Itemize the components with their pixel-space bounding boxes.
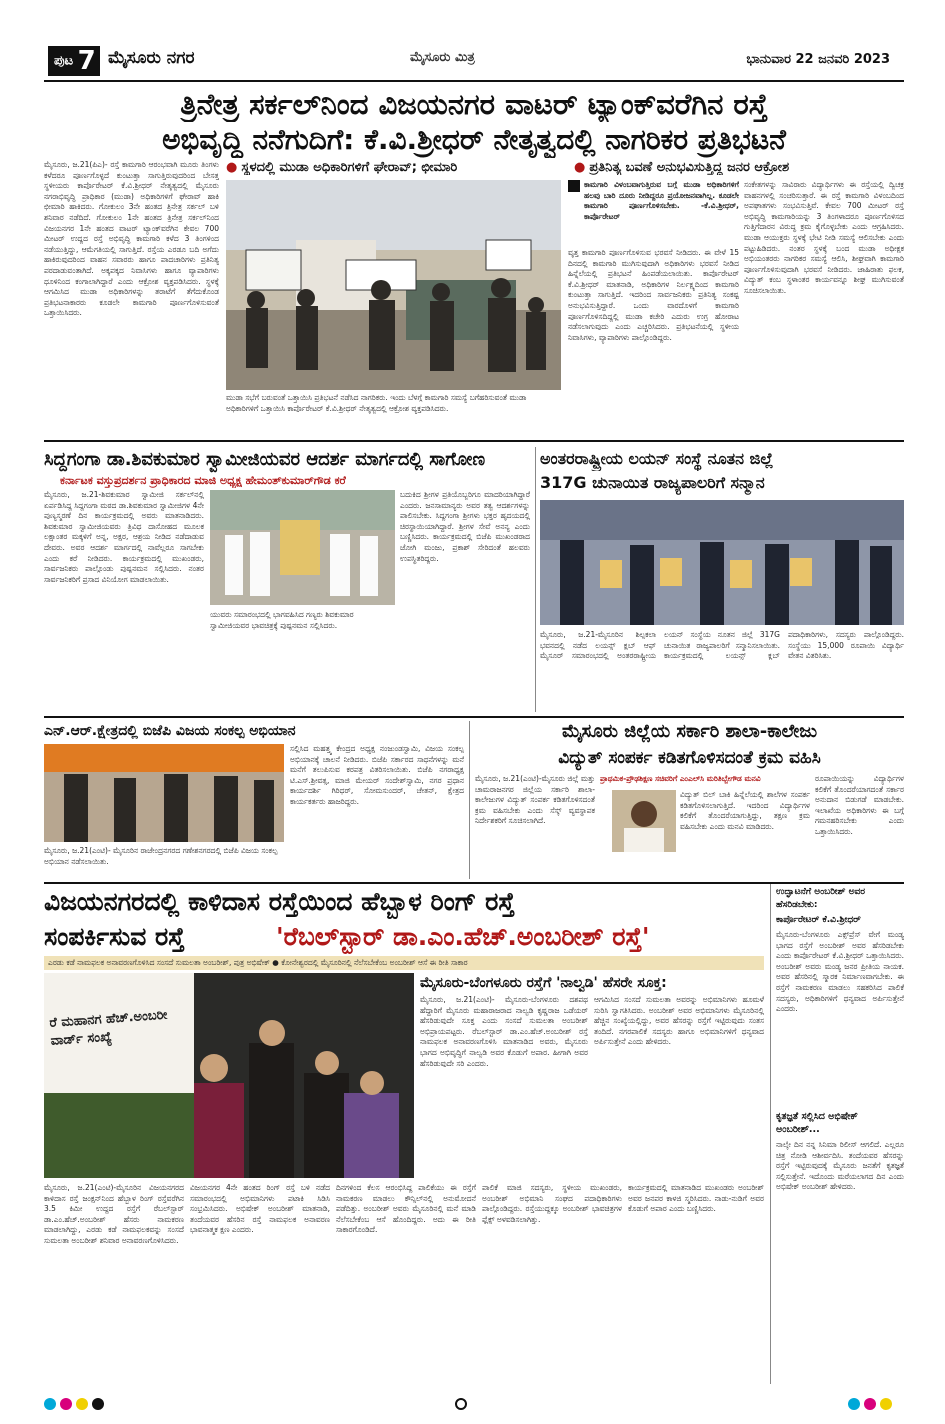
sidebar-body: ಮೈಸೂರು-ಬೆಂಗಳೂರು ಎಕ್ಸ್‌ಪ್ರೆಸ್ ವೇಗೆ ಮಂಡ್ಯ ಭಾಗದ ರಸ್ತೆಗೆ ಅಂಬರೀಶ್ ಅವರ ಹೆಸರಿಡಬೇಕು ಎಂದು ಕಾರ್ಪೊರೇಟರ್ ಕೆ.ವಿ.ಶ್ರೀಧರ್ ಒತ್ತಾಯಿಸಿದರು. ಅಂಬರೀಶ್ ಅವರು ಮಂಡ್ಯ ಜನರ ಪ್ರೀತಿಯ ನಾಯಕ. ಅವರ ಹೆಸರಿನಲ್ಲಿ ಸ್ಮಾರಕ ನಿರ್ಮಾಣವಾಗಬೇಕು. ಈ ರಸ್ತೆಗೆ ನಾಮಕರಣ ಮಾಡಲು ಸಹಕರಿಸಿದ ಪಾಲಿಕೆ ಸದಸ್ಯರು, ಅಧಿಕಾರಿಗಳಿಗೆ ಧನ್ಯವಾದ ಅರ್ಪಿಸುತ್ತೇನೆ ಎಂದರು. [776, 930, 904, 1014]
ambareesh-subhead: ಮೈಸೂರು-ಬೆಂಗಳೂರು ರಸ್ತೆಗೆ 'ನಾಲ್ವಡಿ' ಹೆಸರೇ ಸೂಕ್ತ: [420, 975, 667, 991]
mlc-portrait [612, 790, 676, 852]
sidebar-heading-2: ಕಾರ್ಪೊರೇಟರ್ ಕೆ.ವಿ.ಶ್ರೀಧರ್ [776, 915, 861, 925]
ambareesh-photo-banner-text: ರೆ ಮಹಾನಗ ಹೆಚ್.ಅಂಬರೀ ವಾರ್ಡ್ ಸಂಖ್ಯೆ [48, 1007, 168, 1049]
lead-body-left: ಮೈಸೂರು, ಜ.21(ಪಿಎ)- ರಸ್ತೆ ಕಾಮಗಾರಿ ಆರಂಭವಾಗಿ ಮೂರು ತಿಂಗಳು ಕಳೆದರೂ ಪೂರ್ಣಗೊಳ್ಳದೆ ಕುಂಟುತ್ತಾ ಸಾಗುತ್ತಿರುವುದರಿಂದ ಬೇಸತ್ತ ಸ್ಥಳೀಯರು ಕಾರ್ಪೊರೇಟರ್ ಕೆ.ವಿ.ಶ್ರೀಧರ್ ನೇತೃತ್ವದಲ್ಲಿ ಮೈಸೂರು ನಗರಾಭಿವೃದ್ಧಿ ಪ್ರಾಧಿಕಾರ (ಮುಡಾ) ಅಧಿಕಾರಿಗಳಿಗೆ ಘೇರಾವ್ ಹಾಕಿ ಛೀಮಾರಿ ಹಾಕಿದರು. ಗೋಕುಲಂ 3ನೇ ಹಂತದ ತ್ರಿನೇತ್ರ ಸರ್ಕಲ್ ಬಳಿ ಶನಿವಾರ ನಡೆದಿದೆ. ಗೋಕುಲಂ 1ನೇ ಹಂತದ ತ್ರಿನೇತ್ರ ಸರ್ಕಲ್‌ನಿಂದ ವಿಜಯನಗರ 1ನೇ ಹಂತದ ವಾಟರ್ ಟ್ಯಾಂಕ್‌ವರೆಗಿನ ಕೇವಲ 700 ಮೀಟರ್ ಉದ್ದದ ರಸ್ತೆ ಅಭಿವೃದ್ಧಿ ಕಾಮಗಾರಿ ಕಳೆದ 3 ತಿಂಗಳಿಂದ ನಡೆಯುತ್ತಿದ್ದು, ಆಮೆಗತಿಯಲ್ಲಿ ಸಾಗುತ್ತಿದೆ. ರಸ್ತೆಯ ಎರಡೂ ಬದಿ ಅಗೆದು ಹಾಕಿರುವುದರಿಂದ ವಾಹನ ಸವಾರರು ಹಾಗೂ ಪಾದಚಾರಿಗಳು ಪ್ರತಿನಿತ್ಯ ಪರದಾಡುವಂತಾಗಿದೆ. ಅಕ್ಕಪಕ್ಕದ ನಿವಾಸಿಗಳು ಹಾಗೂ ವ್ಯಾಪಾರಿಗಳು ಧೂಳಿನಿಂದ ಕಂಗಾಲಾಗಿದ್ದಾರೆ ಎಂದು ಆಕ್ರೋಶ ವ್ಯಕ್ತಪಡಿಸಿದರು. ಸ್ಥಳಕ್ಕೆ ಆಗಮಿಸಿದ ಮುಡಾ ಅಧಿಕಾರಿಗಳನ್ನು ತರಾಟೆಗೆ ತೆಗೆದುಕೊಂಡ ಪ್ರತಿಭಟನಾಕಾರರು ಕೂಡಲೇ ಕಾಮಗಾರಿ ಪೂರ್ಣಗೊಳಿಸುವಂತೆ ಒತ್ತಾಯಿಸಿದರು. [44, 160, 219, 318]
electricity-body-3: ರೂಪಾಯಿಯನ್ನು ವಿದ್ಯಾರ್ಥಿಗಳ ಕಲಿಕೆಗೆ ತೊಂದರೆಯಾಗದಂತೆ ಸರ್ಕಾರ ಅನುದಾನ ಬಿಡುಗಡೆ ಮಾಡಬೇಕು. ಇಲಾಖೆಯ ಅಧಿಕಾರಿಗಳು ಈ ಬಗ್ಗೆ ಗಮನಹರಿಸಬೇಕು ಎಂದು ಒತ್ತಾಯಿಸಿದರು. [815, 774, 904, 836]
lead-body-right: ಸಂಕೇತಗಳನ್ನು ಸಾವಿರಾರು ವಿದ್ಯಾರ್ಥಿಗಳು ಈ ರಸ್ತೆಯಲ್ಲಿ ದ್ವಿಚಕ್ರ ವಾಹನಗಳಲ್ಲಿ ಸಂಚರಿಸುತ್ತಾರೆ. ಈ ರಸ್ತೆ ಕಾಮಗಾರಿ ವಿಳಂಬದಿಂದ ಅಪಘಾತಗಳು ಸಂಭವಿಸುತ್ತಿವೆ. ಕೇವಲ 700 ಮೀಟರ್ ರಸ್ತೆ ಅಭಿವೃದ್ಧಿ ಕಾಮಗಾರಿಯನ್ನು 3 ತಿಂಗಳಾದರೂ ಪೂರ್ಣಗೊಳಿಸದ ಗುತ್ತಿಗೆದಾರನ ವಿರುದ್ಧ ಕ್ರಮ ಕೈಗೊಳ್ಳಬೇಕು ಎಂದು ಆಗ್ರಹಿಸಿದರು. ಮುಡಾ ಆಯುಕ್ತರು ಸ್ಥಳಕ್ಕೆ ಭೇಟಿ ನೀಡಿ ಸಮಸ್ಯೆ ಆಲಿಸಬೇಕು ಎಂದು ಪಟ್ಟುಹಿಡಿದರು. ನಂತರ ಸ್ಥಳಕ್ಕೆ ಬಂದ ಮುಡಾ ಅಧೀಕ್ಷಕ ಅಭಿಯಂತರರು ನಾಗರಿಕರ ಸಮಸ್ಯೆ ಆಲಿಸಿ, ಶೀಘ್ರವಾಗಿ ಕಾಮಗಾರಿ ಪೂರ್ಣಗೊಳಿಸುವುದಾಗಿ ಭರವಸೆ ನೀಡಿದರು. ಜಾಹಿರಾತು ಫಲಕ, ವಿದ್ಯುತ್ ಕಂಬ ಸ್ಥಳಾಂತರ ಕಾರ್ಯವನ್ನೂ ಶೀಘ್ರ ಮುಗಿಸುವಂತೆ ಸೂಚಿಸಲಾಯಿತು. [744, 180, 904, 295]
registration-black-dot [92, 1398, 104, 1410]
ambareesh-bottom-5: ಕಾರ್ಯಕ್ರಮದಲ್ಲಿ ಮಾತನಾಡಿದ ಮುಖಂಡರು ಅಂಬರೀಶ್ ಅವರ ಜನಪರ ಕಾಳಜಿ ಸ್ಮರಿಸಿದರು. ನಾಡು-ನುಡಿಗೆ ಅವರ ಕೊಡುಗೆ ಅಪಾರ ಎಂದು ಬಣ್ಣಿಸಿದರು. [628, 1183, 764, 1214]
column-divider-3 [770, 884, 771, 1384]
siddaganga-photo [210, 490, 395, 605]
lead-subhead-2: ● ಪ್ರತಿನಿತ್ಯ ಬವಣೆ ಅನುಭವಿಸುತ್ತಿದ್ದ ಜನರ ಆಕ್ರೋಶ [574, 160, 904, 175]
lead-headline-line-2: ಅಭಿವೃದ್ಧಿ ನನೆಗುದಿಗೆ: ಕೆ.ವಿ.ಶ್ರೀಧರ್ ನೇತೃತ್ವದಲ್ಲಿ ನಾಗರಿಕರ ಪ್ರತಿಭಟನೆ [162, 123, 786, 156]
siddaganga-headline: ಸಿದ್ದಗಂಗಾ ಡಾ.ಶಿವಕುಮಾರ ಸ್ವಾಮೀಜಿಯವರ ಆದರ್ಶ ಮಾರ್ಗದಲ್ಲಿ ಸಾಗೋಣ [44, 449, 486, 470]
ambareesh-bottom-3: ದಿನಗಳಿಂದ ಕೆಲಸ ಆರಂಭಿಸಿದ್ದ ಪಾಲಿಕೆಯು ಈ ರಸ್ತೆಗೆ ನಾಮಕರಣ ಮಾಡಲು ಕೌನ್ಸಿಲ್‌ನಲ್ಲಿ ಅನುಮೋದನೆ ಪಡೆದಿತ್ತು. ಅಂಬರೀಶ್ ಅವರು ಮೈಸೂರಿನಲ್ಲಿ ಮನೆ ಮಾಡಿ ನೆಲೆಸಬೇಕೆಂಬ ಆಸೆ ಹೊಂದಿದ್ದರು. ಅದು ಈ ರೀತಿ ಸಾಕಾರಗೊಂಡಿದೆ. [336, 1183, 476, 1235]
ambareesh-body-2: ಆಗಮಿಸಿದ ಸಂಸದೆ ಸುಮಲತಾ ಅವರನ್ನು ಅಭಿಮಾನಿಗಳು ಹೂಮಳೆ ಸುರಿಸಿ ಸ್ವಾಗತಿಸಿದರು. ಅಂಬರೀಶ್ ಅವರ ಅಭಿಮಾನಿಗಳು ಮೈಸೂರಿನಲ್ಲಿ ಹೆಚ್ಚಿನ ಸಂಖ್ಯೆಯಲ್ಲಿದ್ದು, ಅವರ ಹೆಸರನ್ನು ರಸ್ತೆಗೆ ಇಟ್ಟಿರುವುದು ಸಂತಸ ತಂದಿದೆ. ನಗರಪಾಲಿಕೆ ಸದಸ್ಯರು ಹಾಗೂ ಅಭಿಮಾನಿಗಳಿಗೆ ಧನ್ಯವಾದ ಅರ್ಪಿಸುತ್ತೇನೆ ಎಂದು ಹೇಳಿದರು. [594, 995, 764, 1047]
lions-body: ಮೈಸೂರು, ಜ.21-ಮೈಸೂರಿನ ಶಿಲ್ಪಕಲಾ ಭವನದಲ್ಲಿ ನಡೆದ ಲಯನ್ಸ್ ಕ್ಲಬ್ ಆಫ್ ಮೈಸೂರ್ ಸಮಾರಂಭದಲ್ಲಿ ಅಂತರರಾಷ್ಟ್ರೀಯ ಲಯನ್ ಸಂಸ್ಥೆಯ ನೂತನ ಜಿಲ್ಲೆ 317G ಚುನಾಯಿತ ರಾಜ್ಯಪಾಲರಿಗೆ ಸನ್ಮಾನಿಸಲಾಯಿತು. ಕಾರ್ಯಕ್ರಮದಲ್ಲಿ ಲಯನ್ಸ್ ಕ್ಲಬ್ ಪದಾಧಿಕಾರಿಗಳು, ಸದಸ್ಯರು ಪಾಲ್ಗೊಂಡಿದ್ದರು. ಸಂಸ್ಥೆಯು 15,000 ರೂಪಾಯಿ ವಿದ್ಯಾರ್ಥಿ ವೇತನ ವಿತರಿಸಿತು. [540, 630, 904, 661]
siddaganga-body: ಮೈಸೂರು, ಜ.21-ಶಿವಕುಮಾರ ಸ್ವಾಮೀಜಿ ಸರ್ಕಲ್‌ನಲ್ಲಿ ಏರ್ಪಡಿಸಿದ್ದ ಸಿದ್ದಗಂಗಾ ಮಠದ ಡಾ.ಶಿವಕುಮಾರ ಸ್ವಾಮೀಜಿಗಳ 4ನೇ ಪುಣ್ಯಸ್ಮರಣೆ ದಿನ ಕಾರ್ಯಕ್ರಮದಲ್ಲಿ ಅವರು ಮಾತನಾಡಿದರು. ಶಿವಕುಮಾರ ಸ್ವಾಮೀಜಿಯವರು ತ್ರಿವಿಧ ದಾಸೋಹದ ಮೂಲಕ ಲಕ್ಷಾಂತರ ಮಕ್ಕಳಿಗೆ ಅನ್ನ, ಅಕ್ಷರ, ಆಶ್ರಯ ನೀಡಿದ ನಡೆದಾಡುವ ದೇವರು. ಅವರ ಆದರ್ಶ ಮಾರ್ಗದಲ್ಲಿ ನಾವೆಲ್ಲರೂ ಸಾಗಬೇಕು ಎಂದು ಕರೆ ನೀಡಿದರು. ಕಾರ್ಯಕ್ರಮದಲ್ಲಿ ಮುಖಂಡರು, ಸಾರ್ವಜನಿಕರು ಪಾಲ್ಗೊಂಡು ಪುಷ್ಪನಮನ ಸಲ್ಲಿಸಿದರು. ನಂತರ ಸಾರ್ವಜನಿಕರಿಗೆ ಪ್ರಸಾದ ವಿನಿಯೋಗ ಮಾಡಲಾಯಿತು. [44, 490, 204, 584]
bjp-photo [44, 744, 284, 842]
issue-date: ಭಾನುವಾರ 22 ಜನವರಿ 2023 [746, 52, 890, 67]
leader-quote: ಕಾಮಗಾರಿ ವಿಳಂಬವಾಗುತ್ತಿರುವ ಬಗ್ಗೆ ಮುಡಾ ಅಧಿಕಾರಿಗಳಿಗೆ ಹಲವು ಬಾರಿ ದೂರು ನೀಡಿದ್ದರೂ ಪ್ರಯೋಜನವಾಗಿಲ್ಲ. ಕೂಡಲೇ ಕಾಮಗಾರಿ ಪೂರ್ಣಗೊಳಿಸಬೇಕು. -ಕೆ.ವಿ.ಶ್ರೀಧರ್, ಕಾರ್ಪೊರೇಟರ್ [584, 180, 739, 221]
ambareesh-bottom-4: ಪಾಲಿಕೆ ಮಾಜಿ ಸದಸ್ಯರು, ಸ್ಥಳೀಯ ಮುಖಂಡರು, ಅಂಬರೀಶ್ ಅಭಿಮಾನಿ ಸಂಘದ ಪದಾಧಿಕಾರಿಗಳು ಪಾಲ್ಗೊಂಡಿದ್ದರು. ರಸ್ತೆಯುದ್ದಕ್ಕೂ ಅಂಬರೀಶ್ ಭಾವಚಿತ್ರಗಳ ಫ್ಲೆಕ್ಸ್ ಅಳವಡಿಸಲಾಗಿತ್ತು. [482, 1183, 622, 1224]
bjp-headline: ಎನ್.ಆರ್.ಕ್ಷೇತ್ರದಲ್ಲಿ ಬಿಜೆಪಿ ವಿಜಯ ಸಂಕಲ್ಪ ಅಭಿಯಾನ [44, 723, 296, 739]
page-number-badge: ಪುಟ 7 [48, 46, 100, 76]
lead-body-middle: ವೃತ್ತ ಕಾಮಗಾರಿ ಪೂರ್ಣಗೊಳಿಸುವ ಭರವಸೆ ನೀಡಿದರು. ಈ ವೇಳೆ 15 ದಿನದಲ್ಲಿ ಕಾಮಗಾರಿ ಮುಗಿಸುವುದಾಗಿ ಅಧಿಕಾರಿಗಳು ಭರವಸೆ ನೀಡಿದ ಹಿನ್ನೆಲೆಯಲ್ಲಿ ಪ್ರತಿಭಟನೆ ಹಿಂಪಡೆಯಲಾಯಿತು. ಕಾರ್ಪೊರೇಟರ್ ಕೆ.ವಿ.ಶ್ರೀಧರ್ ಮಾತನಾಡಿ, ಅಧಿಕಾರಿಗಳ ನಿರ್ಲಕ್ಷ್ಯದಿಂದ ಕಾಮಗಾರಿ ಕುಂಟುತ್ತಾ ಸಾಗುತ್ತಿದೆ. ಇದರಿಂದ ಸಾರ್ವಜನಿಕರು ಪ್ರತಿನಿತ್ಯ ಸಂಕಷ್ಟ ಅನುಭವಿಸುತ್ತಿದ್ದಾರೆ. ಒಂದು ವಾರದೊಳಗೆ ಕಾಮಗಾರಿ ಪೂರ್ಣಗೊಳಿಸದಿದ್ದಲ್ಲಿ ಮುಡಾ ಕಚೇರಿ ಎದುರು ಉಗ್ರ ಹೋರಾಟ ನಡೆಸಲಾಗುವುದು ಎಂದು ಎಚ್ಚರಿಸಿದರು. ಪ್ರತಿಭಟನೆಯಲ್ಲಿ ಸ್ಥಳೀಯ ನಿವಾಸಿಗಳು, ವ್ಯಾಪಾರಿಗಳು ಪಾಲ್ಗೊಂಡಿದ್ದರು. [568, 248, 739, 342]
registration-target-icon [455, 1398, 467, 1410]
sidebar-heading-1: ಉದ್ಘಾಟನೆಗೆ ಅಂಬರೀಶ್ ಅವರ ಹೆಸರಿಡಬೇಕು: [776, 887, 866, 910]
electricity-headline-line-2: ವಿದ್ಯುತ್ ಸಂಪರ್ಕ ಕಡಿತಗೊಳಿಸದಂತೆ ಕ್ರಮ ವಹಿಸಿ [558, 748, 821, 768]
protest-photo-image [226, 180, 561, 390]
ambareesh-bottom-1: ಮೈಸೂರು, ಜ.21(ಎಂಟಿ)-ಮೈಸೂರಿನ ವಿಜಯನಗರದ ಕಾಳಿದಾಸ ರಸ್ತೆ ಜಂಕ್ಷನ್‌ನಿಂದ ಹೆಬ್ಬಾಳ ರಿಂಗ್ ರಸ್ತೆವರೆಗಿನ 3.5 ಕಿಮೀ ಉದ್ದದ ರಸ್ತೆಗೆ ರೆಬಲ್‌ಸ್ಟಾರ್ ಡಾ.ಎಂ.ಹೆಚ್.ಅಂಬರೀಶ್ ಹೆಸರು ನಾಮಕರಣ ಮಾಡಲಾಗಿದ್ದು, ಎರಡು ಕಡೆ ನಾಮಫಲಕವನ್ನು ಸಂಸದೆ ಸುಮಲತಾ ಅಂಬರೀಶ್ ಶನಿವಾರ ಅನಾವರಣಗೊಳಿಸಿದರು. [44, 1183, 184, 1245]
ambareesh-photo-image [44, 973, 414, 1178]
masthead-rule [44, 80, 904, 82]
protest-photo [226, 180, 561, 390]
registration-magenta-dot-right [864, 1398, 876, 1410]
ambareesh-bottom-2: ವಿಜಯನಗರ 4ನೇ ಹಂತದ ರಿಂಗ್ ರಸ್ತೆ ಬಳಿ ನಡೆದ ಸಮಾರಂಭದಲ್ಲಿ ಅಭಿಮಾನಿಗಳು ಪಟಾಕಿ ಸಿಡಿಸಿ ಸಂಭ್ರಮಿಸಿದರು. ಅಭಿಷೇಕ್ ಅಂಬರೀಶ್ ಮಾತನಾಡಿ, ತಂದೆಯವರ ಹೆಸರಿನ ರಸ್ತೆ ನಾಮಫಲಕ ಅನಾವರಣ ಭಾವನಾತ್ಮಕ ಕ್ಷಣ ಎಂದರು. [190, 1183, 330, 1235]
section-divider-2 [44, 716, 904, 718]
lions-headline-line-1: ಅಂತರರಾಷ್ಟ್ರೀಯ ಲಯನ್ ಸಂಸ್ಥೆ ನೂತನ ಜಿಲ್ಲೆ [540, 449, 774, 468]
siddaganga-photo-image [210, 490, 395, 605]
section-title: ಮೈಸೂರು ನಗರ [108, 48, 195, 68]
siddaganga-subhead: ಕರ್ನಾಟಕ ವಸ್ತುಪ್ರದರ್ಶನ ಪ್ರಾಧಿಕಾರದ ಮಾಜಿ ಅಧ್ಯಕ್ಷ ಹೇಮಂತ್‌ಕುಮಾರ್‌ಗೌಡ ಕರೆ [60, 474, 346, 487]
registration-magenta-dot [60, 1398, 72, 1410]
column-divider [535, 447, 536, 712]
lions-headline-line-2: 317G ಚುನಾಯಿತ ರಾಜ್ಯಪಾಲರಿಗೆ ಸನ್ಮಾನ [540, 473, 765, 492]
electricity-body: ಮೈಸೂರು, ಜ.21(ಎಂಟಿ)-ಮೈಸೂರು ಜಿಲ್ಲೆ ಮತ್ತು ಚಾಮರಾಜನಗರ ಜಿಲ್ಲೆಯ ಸರ್ಕಾರಿ ಶಾಲಾ-ಕಾಲೇಜುಗಳ ವಿದ್ಯುತ್ ಸಂಪರ್ಕ ಕಡಿತಗೊಳಿಸದಂತೆ ಕ್ರಮ ವಹಿಸಬೇಕು ಎಂದು ಸೆಸ್ಕ್ ವ್ಯವಸ್ಥಾಪಕ ನಿರ್ದೇಶಕರಿಗೆ ಸೂಚಿಸಲಾಗಿದೆ. [475, 774, 595, 826]
registration-yellow-dot-right [880, 1398, 892, 1410]
section-divider [44, 440, 904, 442]
bjp-photo-image [44, 744, 284, 842]
lead-headline-line-1: ತ್ರಿನೇತ್ರ ಸರ್ಕಲ್‌ನಿಂದ ವಿಜಯನಗರ ವಾಟರ್ ಟ್ಯಾಂಕ್‌ವರೆಗಿನ ರಸ್ತೆ [180, 87, 768, 121]
sidebar-body-2: ನಾಲ್ಕೇ ದಿನ ನನ್ನ ಸಿನಿಮಾ ರಿಲೀಸ್ ಆಗಲಿದೆ. ಎಲ್ಲರೂ ಚಿತ್ರ ನೋಡಿ ಆಶೀರ್ವದಿಸಿ. ತಂದೆಯವರ ಹೆಸರನ್ನು ರಸ್ತೆಗೆ ಇಟ್ಟಿರುವುದಕ್ಕೆ ಮೈಸೂರು ಜನತೆಗೆ ಕೃತಜ್ಞತೆ ಸಲ್ಲಿಸುತ್ತೇನೆ. ಇದೊಂದು ಮರೆಯಲಾಗದ ದಿನ ಎಂದು ಅಭಿಷೇಕ್ ಅಂಬರೀಶ್ ಹೇಳಿದರು. [776, 1140, 904, 1192]
page-number: 7 [77, 46, 96, 76]
electricity-headline-line-1: ಮೈಸೂರು ಜಿಲ್ಲೆಯ ಸರ್ಕಾರಿ ಶಾಲಾ-ಕಾಲೇಜು [561, 721, 818, 742]
ambareesh-body-1: ಮೈಸೂರು, ಜ.21(ಎಂಟಿ)- ಮೈಸೂರು-ಬೆಂಗಳೂರು ದಶಪಥ ಹೆದ್ದಾರಿಗೆ ಮೈಸೂರು ಮಹಾರಾಜರಾದ ನಾಲ್ವಡಿ ಕೃಷ್ಣರಾಜ ಒಡೆಯರ್ ಹೆಸರಿಡುವುದೇ ಸೂಕ್ತ ಎಂದು ಸಂಸದೆ ಸುಮಲತಾ ಅಂಬರೀಶ್ ಅಭಿಪ್ರಾಯಪಟ್ಟರು. ರೆಬಲ್‌ಸ್ಟಾರ್ ಡಾ.ಎಂ.ಹೆಚ್.ಅಂಬರೀಶ್ ರಸ್ತೆ ನಾಮಫಲಕ ಅನಾವರಣಗೊಳಿಸಿ ಮಾತನಾಡಿದ ಅವರು, ಮೈಸೂರು ಭಾಗದ ಅಭಿವೃದ್ಧಿಗೆ ನಾಲ್ವಡಿ ಅವರ ಕೊಡುಗೆ ಅಪಾರ. ಹೀಗಾಗಿ ಅವರ ಹೆಸರಿಡುವುದೇ ಸರಿ ಎಂದರು. [420, 995, 588, 1068]
lions-photo [540, 500, 904, 625]
sidebar-heading-3: ಕೃತಜ್ಞತೆ ಸಲ್ಲಿಸಿದ ಅಭಿಷೇಕ್ ಅಂಬರೀಶ್... [776, 1111, 858, 1135]
ambareesh-photo [44, 973, 414, 1178]
electricity-body-2: ವಿದ್ಯುತ್ ಬಿಲ್ ಬಾಕಿ ಹಿನ್ನೆಲೆಯಲ್ಲಿ ಶಾಲೆಗಳ ಸಂಪರ್ಕ ಕಡಿತಗೊಳಿಸಲಾಗುತ್ತಿದೆ. ಇದರಿಂದ ವಿದ್ಯಾರ್ಥಿಗಳ ಕಲಿಕೆಗೆ ತೊಂದರೆಯಾಗುತ್ತಿದ್ದು, ತಕ್ಷಣ ಕ್ರಮ ವಹಿಸಬೇಕು ಎಂದು ಮನವಿ ಮಾಡಿದರು. [680, 790, 810, 831]
lions-photo-image [540, 500, 904, 625]
ambareesh-headline-line-1: ವಿಜಯನಗರದಲ್ಲಿ ಕಾಳಿದಾಸ ರಸ್ತೆಯಿಂದ ಹೆಬ್ಬಾಳ ರಿಂಗ್ ರಸ್ತೆ [44, 887, 515, 916]
bjp-caption: ಮೈಸೂರು, ಜ.21(ಎಂಟಿ)- ಮೈಸೂರಿನ ರಾಜೇಂದ್ರನಗರದ ಗಣೇಶನಗರದಲ್ಲಿ ಬಿಜೆಪಿ ವಿಜಯ ಸಂಕಲ್ಪ ಅಭಿಯಾನ ನಡೆಸಲಾಯಿತು. [44, 846, 278, 866]
ambareesh-headline-line-2a: ಸಂಪರ್ಕಿಸುವ ರಸ್ತೆ [44, 922, 185, 951]
lead-subhead-1: ● ಸ್ಥಳದಲ್ಲಿ ಮುಡಾ ಅಧಿಕಾರಿಗಳಿಗೆ ಘೇರಾವ್; ಛೀಮಾರಿ [226, 160, 566, 175]
electricity-subhead: ಪ್ರಾಥಮಿಕ-ಪ್ರೌಢಶಿಕ್ಷಣ ಸಚಿವರಿಗೆ ಎಂಎಲ್‌ಸಿ ಮರಿತಿಬ್ಬೇಗೌಡ ಮನವಿ [600, 774, 761, 783]
registration-cyan-dot-right [848, 1398, 860, 1410]
ambareesh-headline-line-2b: 'ರೆಬಲ್‌ಸ್ಟಾರ್ ಡಾ.ಎಂ.ಹೆಚ್.ಅಂಬರೀಶ್ ರಸ್ತೆ' [276, 922, 650, 951]
siddaganga-body-2: ಬದುಕಿದ ಶ್ರೀಗಳ ಪ್ರತಿಯೊಬ್ಬರಿಗೂ ಮಾದರಿಯಾಗಿದ್ದಾರೆ ಎಂದರು. ಜನಸಾಮಾನ್ಯರು ಅವರ ತತ್ವ ಆದರ್ಶಗಳನ್ನು ಪಾಲಿಸಬೇಕು. ಸಿದ್ದಗಂಗಾ ಶ್ರೀಗಳು ಭಕ್ತರ ಹೃದಯದಲ್ಲಿ ಚಿರಸ್ಥಾಯಿಯಾಗಿದ್ದಾರೆ. ಶ್ರೀಗಳ ಸೇವೆ ಅನನ್ಯ ಎಂದು ಬಣ್ಣಿಸಿದರು. ಕಾರ್ಯಕ್ರಮದಲ್ಲಿ ಬಿಜೆಪಿ ಮುಖಂಡರಾದ ಜೋಗಿ ಮಂಜು, ಪ್ರಕಾಶ್ ಸೇರಿದಂತೆ ಹಲವರು ಉಪಸ್ಥಿತರಿದ್ದರು. [400, 490, 530, 563]
bjp-body: ಸಲ್ಲಿಸಿದ ಮಹತ್ತ್ವ ಕೇಂದ್ರದ ಅಧ್ಯಕ್ಷ ನಂಜುಂಡಸ್ವಾಮಿ, ವಿಜಯ ಸಂಕಲ್ಪ ಅಭಿಯಾನಕ್ಕೆ ಚಾಲನೆ ನೀಡಿದರು. ಬಿಜೆಪಿ ಸರ್ಕಾರದ ಸಾಧನೆಗಳನ್ನು ಮನೆ ಮನೆಗೆ ತಲುಪಿಸುವ ಕರಪತ್ರ ವಿತರಿಸಲಾಯಿತು. ಬಿಜೆಪಿ ನಗರಾಧ್ಯಕ್ಷ ಟಿ.ಎಸ್.ಶ್ರೀವತ್ಸ, ಮಾಜಿ ಮೇಯರ್ ಸಂದೇಶ್‌ಸ್ವಾಮಿ, ನಗರ ಪ್ರಧಾನ ಕಾರ್ಯದರ್ಶಿ ಗಿರಿಧರ್, ಸೋಮಸುಂದರ್, ಚೇತನ್, ಕ್ಷೇತ್ರದ ಕಾರ್ಯಕರ್ತರು ಹಾಜರಿದ್ದರು. [290, 744, 464, 806]
registration-cyan-dot [44, 1398, 56, 1410]
registration-yellow-dot [76, 1398, 88, 1410]
mlc-portrait-image [612, 790, 676, 852]
siddaganga-caption: ಯುವರು ಸಮಾರಂಭದಲ್ಲಿ ಭಾಗವಹಿಸಿದ ಗಣ್ಯರು ಶಿವಕುಮಾರ ಸ್ವಾಮೀಜಿಯವರ ಭಾವಚಿತ್ರಕ್ಕೆ ಪುಷ್ಪನಮನ ಸಲ್ಲಿಸಿದರು. [210, 610, 354, 630]
newspaper-name: ಮೈಸೂರು ಮಿತ್ರ [410, 50, 475, 65]
column-divider-2 [469, 721, 470, 879]
ambareesh-strap: ಎರಡು ಕಡೆ ನಾಮಫಲಕ ಅನಾವರಣಗೊಳಿಸಿದ ಸಂಸದೆ ಸುಮಲತಾ ಅಂಬರೀಶ್, ಪುತ್ರ ಅಭಿಷೇಕ್ ● ಕೋನೇಶ್ವರದಲ್ಲಿ ಮೈಸೂರಿನಲ್ಲಿ ನೆಲೆಸಬೇಕೆಂಬ ಅಂಬರೀಶ್ ಆಸೆ ಈ ರೀತಿ ಸಾಕಾರ [44, 956, 764, 970]
quote-marker-icon [568, 180, 580, 192]
protest-photo-caption: ಮುಡಾ ಸಭೆಗೆ ಬರುವಂತೆ ಒತ್ತಾಯಿಸಿ ಪ್ರತಿಭಟನೆ ನಡೆಸಿದ ನಾಗರಿಕರು. ಇಂದು ಬೆಳಗ್ಗೆ ಕಾಮಗಾರಿ ಸಮಸ್ಯೆ ಬಗೆಹರಿಸುವಂತೆ ಮುಡಾ ಅಧಿಕಾರಿಗಳಿಗೆ ಒತ್ತಾಯಿಸಿ ಕಾರ್ಪೊರೇಟರ್ ಕೆ.ವಿ.ಶ್ರೀಧರ್ ನೇತೃತ್ವದಲ್ಲಿ ಆಕ್ರೋಶ ವ್ಯಕ್ತಪಡಿಸಿದರು. [226, 393, 527, 413]
